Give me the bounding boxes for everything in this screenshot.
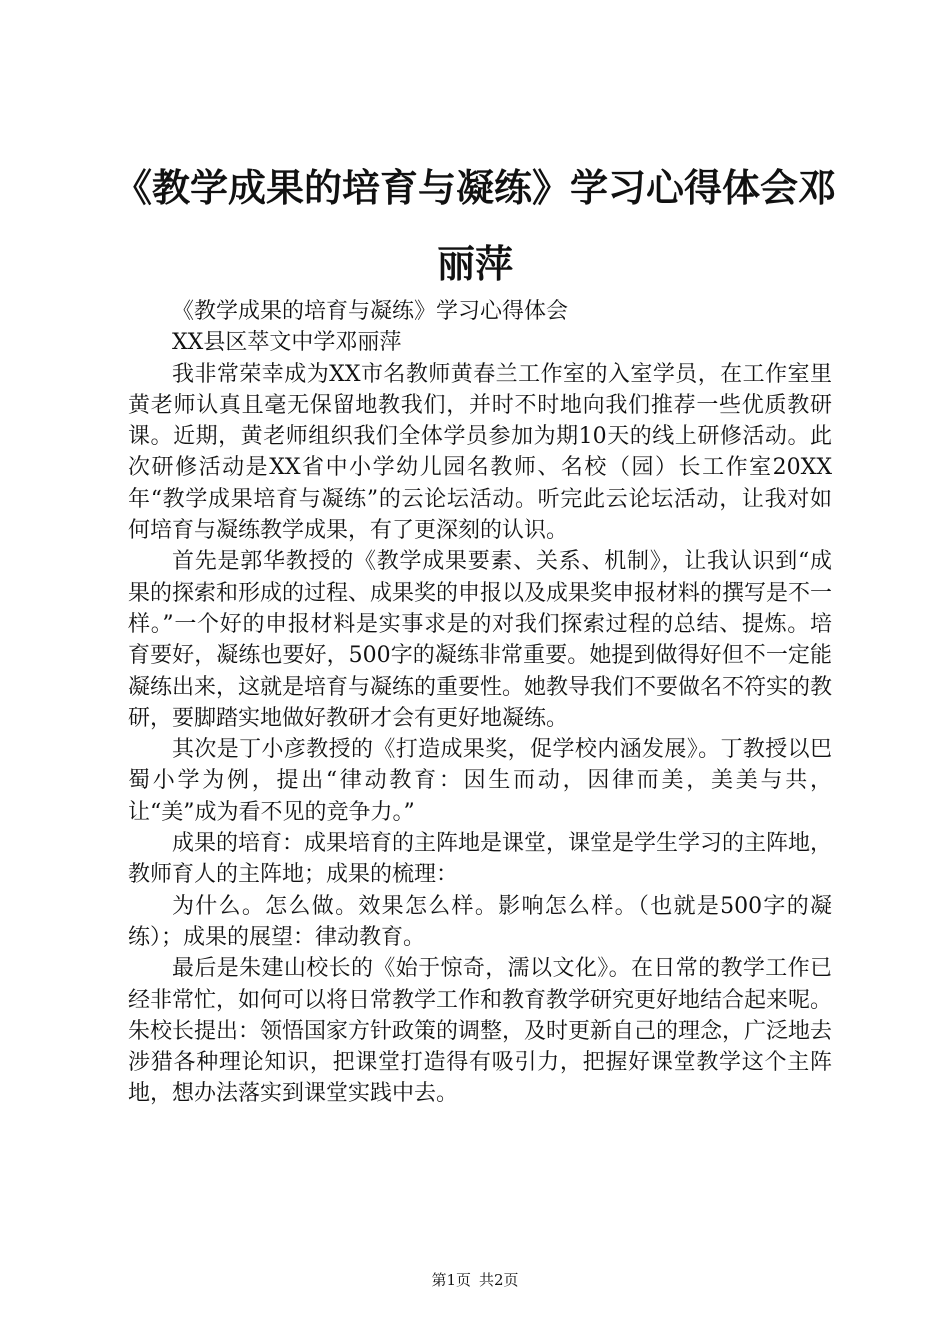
document-body [128,296,832,1110]
page-footer [0,1270,950,1290]
document-title: 《教学成果的培育与凝练》学习心得体会邓丽萍 [113,166,836,286]
subtitle: 《教学成果的培育与凝练》学习心得体会 [172,299,569,324]
paragraph: 为什么。怎么做。效果怎么样。影响怎么样。（也就是500字的凝练）；成果的展望：律动教育。 [128,893,832,950]
paragraph: 其次是丁小彦教授的《打造成果奖，促学校内涵发展》。丁教授以巴蜀小学为例，提出“律动教育：因生而动，因律而美，美美与共，让“美”成为看不见的竞争力。” [128,737,832,825]
paragraph: 首先是郭华教授的《教学成果要素、关系、机制》，让我认识到“成果的探索和形成的过程、成果奖的申报以及成果奖申报材料的撰写是不一样。”一个好的申报材料是实事求是的对我们探索过程的总结、提炼。培育要好，凝练也要好，500字的凝练非常重要。她提到做得好但不一定能凝练出来，这就是培育与凝练的重要性。她教导我们不要做名不符实的教研，要脚踏实地做好教研才会有更好地凝练。 [128,549,833,731]
paragraph: 最后是朱建山校长的《始于惊奇，濡以文化》。在日常的教学工作已经非常忙，如何可以将日常教学工作和教育教学研究更好地结合起来呢。朱校长提出：领悟国家方针政策的调整，及时更新自己的理念，广泛地去涉猎各种理论知识，把课堂打造得有吸引力，把握好课堂教学这个主阵地，想办法落实到课堂实践中去。 [128,956,833,1107]
paragraph: 我非常荣幸成为XX市名教师黄春兰工作室的入室学员，在工作室里黄老师认真且毫无保留地教我们，并时不时地向我们推荐一些优质教研课。近期，黄老师组织我们全体学员参加为期10天的线上研修活动。此次研修活动是XX省中小学幼儿园名教师、名校（园）长工作室20XX年“教学成果培育与凝练”的云论坛活动。听完此云论坛活动，让我对如何培育与凝练教学成果，有了更深刻的认识。 [128,361,832,544]
author-line: XX县区萃文中学邓丽萍 [172,330,402,356]
page-total: 共2页 [479,1271,519,1289]
page-number: 第1页 [431,1271,471,1289]
paragraph: 成果的培育：成果培育的主阵地是课堂，课堂是学生学习的主阵地，教师育人的主阵地；成果的梳理： [128,831,833,888]
